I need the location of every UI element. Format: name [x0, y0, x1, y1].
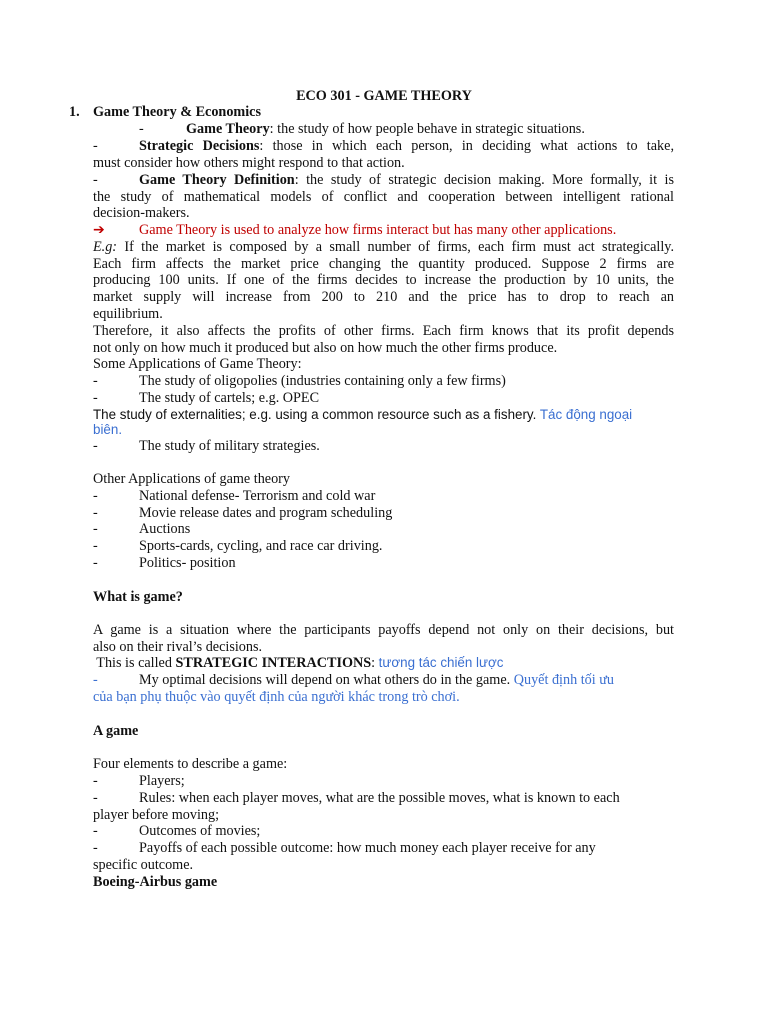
- term: STRATEGIC INTERACTIONS: [175, 655, 372, 671]
- gtd-line3: decision-makers.: [93, 205, 190, 221]
- list-item-text: Rules: when each player moves, what are the possible moves, what is known to each: [139, 790, 620, 806]
- elements-intro: Four elements to describe a game:: [93, 756, 288, 772]
- dash: -: [93, 840, 98, 856]
- list-item-continued: specific outcome.: [93, 857, 194, 873]
- what-is-game-heading: What is game?: [93, 589, 183, 605]
- example-line3: producing 100 units. If one of the firms decides to increase the production by 10 units, the: [93, 272, 674, 288]
- example-line5: equilibrium.: [93, 306, 163, 322]
- externalities-line2: biên.: [93, 422, 123, 437]
- eg-label: E.g:: [93, 239, 118, 255]
- definition: : the study of how people behave in strategic situations.: [269, 121, 585, 137]
- dash: -: [93, 488, 98, 504]
- game-def-line2: also on their rival’s decisions.: [93, 639, 263, 655]
- section-number: 1.: [69, 104, 80, 120]
- vietnamese-note: Quyết định tối ưu: [513, 672, 615, 688]
- optimal-line2: của bạn phụ thuộc vào quyết định của người khác trong trò chơi.: [93, 689, 460, 705]
- example-line1: [93, 239, 674, 255]
- list-item-continued: player before moving;: [93, 807, 220, 823]
- dash: -: [93, 172, 98, 188]
- list-item-text: National defense- Terrorism and cold war: [139, 488, 376, 504]
- page-title: ECO 301 - GAME THEORY: [296, 88, 472, 104]
- list-item-text: The study of cartels; e.g. OPEC: [139, 390, 320, 406]
- dash: -: [93, 521, 98, 537]
- strategic-interactions-line: [93, 655, 674, 671]
- section-heading: [69, 104, 674, 120]
- list-item-text: Payoffs of each possible outcome: how much money each player receive for any: [139, 840, 596, 856]
- list-item-text: Movie release dates and program scheduling: [139, 505, 393, 521]
- dash: -: [93, 138, 98, 154]
- dash: -: [139, 121, 144, 137]
- vietnamese-note: tương tác chiến lược: [378, 655, 504, 670]
- dash: -: [93, 538, 98, 554]
- example-line4: market supply will increase from 200 to 210 and the price has to drop to reach an: [93, 289, 674, 305]
- list-item-text: Sports-cards, cycling, and race car driving.: [139, 538, 383, 554]
- section-heading-text: Game Theory & Economics: [93, 104, 261, 120]
- a-game-heading: A game: [93, 723, 139, 739]
- arrow-right-icon: ➔: [93, 222, 105, 238]
- externalities-line1: [93, 407, 674, 423]
- game-def-line1: A game is a situation where the participants payoffs depend not only on their decisions, but: [93, 622, 674, 638]
- list-item-text: Players;: [139, 773, 185, 789]
- arrow-note-text: Game Theory is used to analyze how firms interact but has many other applications.: [139, 222, 617, 238]
- list-item-text: Auctions: [139, 521, 191, 537]
- apps-heading: Some Applications of Game Theory:: [93, 356, 302, 372]
- therefore-line1: Therefore, it also affects the profits of other firms. Each firm knows that its profit depends: [93, 323, 674, 339]
- term: Strategic Decisions: [139, 138, 260, 154]
- dash: -: [93, 790, 98, 806]
- list-item-text: The study of externalities; e.g. using a common resource such as a fishery.: [93, 407, 537, 422]
- dash: -: [93, 373, 98, 389]
- text: :: [371, 655, 379, 671]
- list-item-text: Outcomes of movies;: [139, 823, 261, 839]
- dash: -: [93, 672, 98, 688]
- list-item-text: The study of military strategies.: [139, 438, 320, 454]
- definition: : those in which each person, in deciding what actions to take,: [259, 138, 674, 154]
- list-item-text: The study of oligopolies (industries containing only a few firms): [139, 373, 506, 389]
- definition: : the study of strategic decision making. More formally, it is: [294, 172, 674, 188]
- dash: -: [93, 823, 98, 839]
- dash: -: [93, 555, 98, 571]
- term: Game Theory Definition: [139, 172, 295, 188]
- example-text: If the market is composed by a small number of firms, each firm must act strategically.: [117, 239, 674, 255]
- text: This is called: [93, 655, 176, 671]
- dash: -: [93, 773, 98, 789]
- boeing-airbus-heading: Boeing-Airbus game: [93, 874, 218, 890]
- example-line2: Each firm affects the market price changing the quantity produced. Suppose 2 firms are: [93, 256, 674, 272]
- term: Game Theory: [186, 121, 270, 137]
- sd-line2: must consider how others might respond to that action.: [93, 155, 405, 171]
- gtd-line2: the study of mathematical models of conflict and cooperation between intelligent rational: [93, 189, 674, 205]
- dash: -: [93, 438, 98, 454]
- dash: -: [93, 505, 98, 521]
- therefore-line2: not only on how much it produced but also on how much the other firms produce.: [93, 340, 558, 356]
- text: My optimal decisions will depend on what others do in the game.: [139, 672, 511, 688]
- list-item-text: Politics- position: [139, 555, 236, 571]
- vietnamese-note: Tác động ngoại: [539, 407, 633, 422]
- dash: -: [93, 390, 98, 406]
- other-heading: Other Applications of game theory: [93, 471, 290, 487]
